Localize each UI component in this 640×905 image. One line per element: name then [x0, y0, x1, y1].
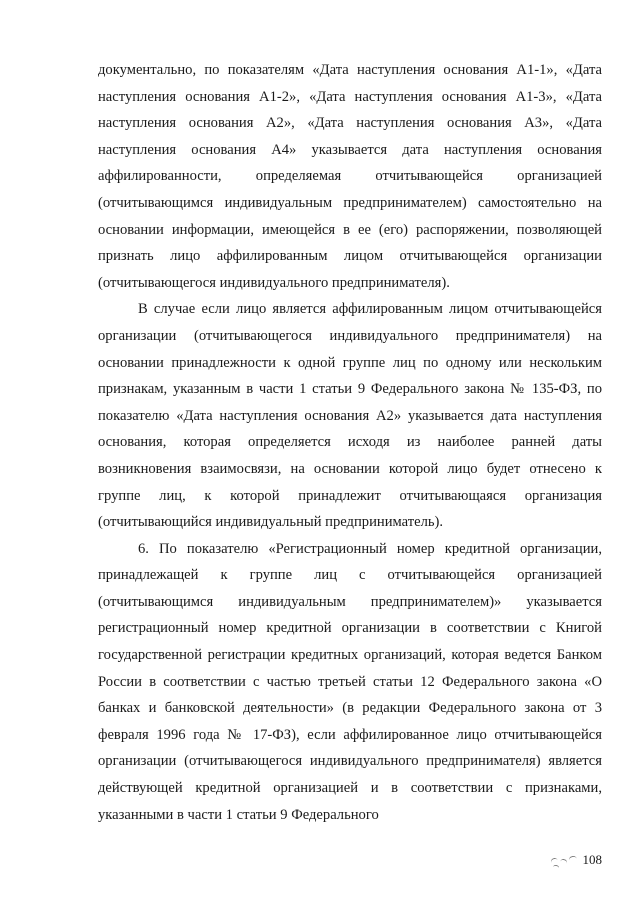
document-body — [98, 57, 602, 828]
paragraph-3: 6. По показателю «Регистрационный номер кредитной организации, принадлежащей к группе лиц с отчитывающейся организацией (отчитывающимся индивидуальным предпринимателем)» указывается регистрационный номер кредитной организации в соответствии с Книгой государственной регистрации кредитных организаций, которая ведется Банком России в соответствии с частью третьей статьи 12 Федерального закона «О банках и банковской деятельности» (в редакции Федерального закона от 3 февраля 1996 года № 17-ФЗ), если аффилированное лицо отчитывающейся организации (отчитывающегося индивидуального предпринимателя) является действующей кредитной организацией и в соответствии с признаками, указанными в части 1 статьи 9 Федерального — [98, 540, 602, 823]
page-footer — [549, 852, 603, 870]
paragraph-2: В случае если лицо является аффилированным лицом отчитывающейся организации (отчитывающегося индивидуального предпринимателя) на основании принадлежности к одной группе лиц по одному или нескольким признакам, указанным в части 1 статьи 9 Федерального закона № 135-ФЗ, по показателю «Дата наступления основания А2» указывается дата наступления основания, которая определяется исходя из наиболее ранней даты возникновения взаимосвязи, на основании которой лицо будет отнесено к группе лиц, к которой принадлежит отчитывающаяся организация (отчитывающийся индивидуальный предприниматель). — [98, 301, 602, 531]
paragraph-1: документально, по показателям «Дата наступления основания А1-1», «Дата наступления основания А1-2», «Дата наступления основания А1-3», «Дата наступления основания А2», «Дата наступления основания А3», «Дата наступления основания А4» указывается дата наступления основания аффилированности, определяемая отчитывающейся организацией (отчитывающимся индивидуальным предпринимателем) самостоятельно на основании информации, имеющейся в ее (его) распоряжении, позволяющей признать лицо аффилированным лицом отчитывающейся организации (отчитывающегося индивидуального предпринимателя). — [98, 62, 602, 291]
page-number: 108 — [582, 852, 602, 867]
handwritten-mark-icon — [549, 852, 579, 870]
